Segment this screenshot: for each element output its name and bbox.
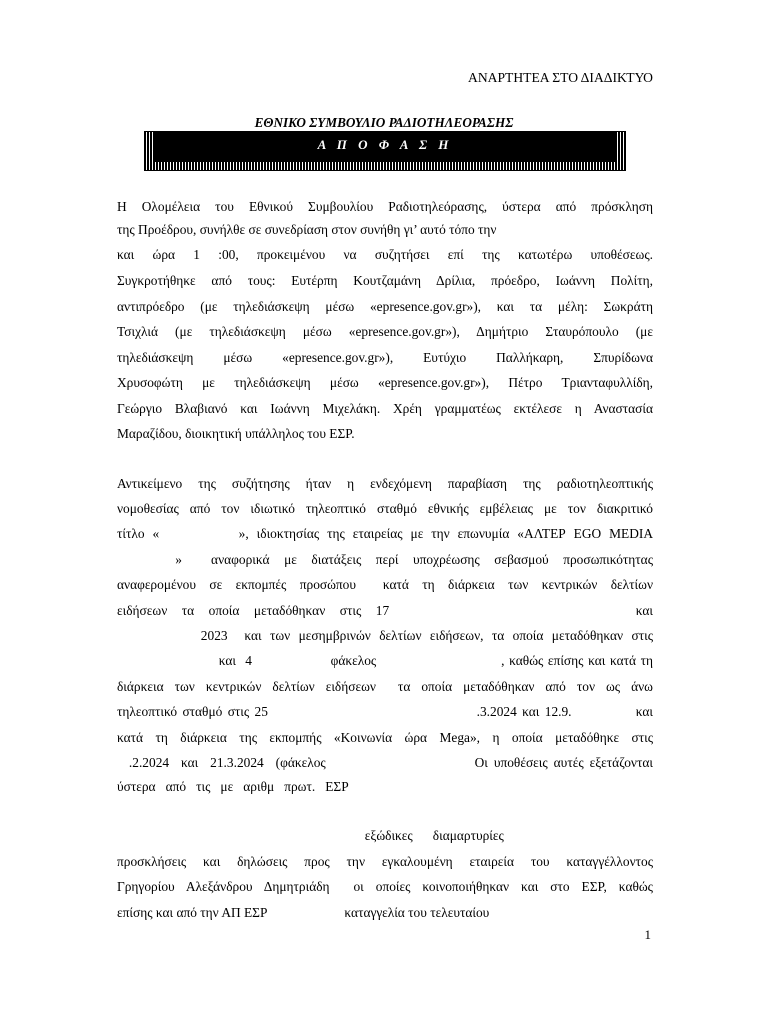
paragraph1-line: αντιπρόεδρο (με τηλεδιάσκεψη μέσω «epresence.gov.gr»), και τα μέλη: Σωκράτη [117,299,653,314]
paragraph1-line: και ώρα 1 :00, προκειμένου να συζητήσει επί της κατωτέρω υποθέσεως. [117,247,653,262]
paragraph2-line: νομοθεσίας από τον ιδιωτικό τηλεοπτικό σταθμό εθνικής εμβέλειας με τον διακριτικό [117,501,653,516]
paragraph2-line: Αντικείμενο της συζήτησης ήταν η ενδεχόμενη παραβίαση της ραδιοτηλεοπτικής [117,476,653,491]
paragraph2-line: ύστερα από τις με αριθμ πρωτ. ΕΣΡ [117,779,349,794]
decision-heading: Α Π Ο Φ Α Σ Η [317,137,453,152]
council-title: ΕΘΝΙΚΟ ΣΥΜΒΟΥΛΙΟ ΡΑΔΙΟΤΗΛΕΟΡΑΣΗΣ [254,115,514,130]
paragraph2-line: ειδήσεων τα οποία μεταδόθηκαν στις 17 και [117,603,653,618]
paragraph2-line: κατά τη διάρκεια της εκπομπής «Κοινωνία ώρα Mega», η οποία μεταδόθηκε στις [117,730,653,745]
paragraph3-line: επίσης και από την ΑΠ ΕΣΡ καταγγελία του τελευταίου [117,905,490,920]
paragraph2-line: τίτλο « », ιδιοκτησίας της εταιρείας με την επωνυμία «ΑΛΤΕΡ EGO MEDIA [117,526,653,541]
paragraph1-line: Τσιχλιά (με τηλεδιάσκεψη μέσω «epresence.gov.gr»), Δημήτριο Σταυρόπουλο (με [117,324,653,339]
publication-notice: ΑΝΑΡΤΗΤΕΑ ΣΤΟ ΔΙΑΔΙΚΤΥΟ [468,70,653,85]
paragraph1-line: Γεώργιο Βλαβιανό και Ιωάννη Μιχελάκη. Χρέη γραμματέως εκτέλεσε η Αναστασία [117,401,653,416]
paragraph2-line: διάρκεια των κεντρικών δελτίων ειδήσεων τα οποία μεταδόθηκαν από τον ως άνω [117,679,653,694]
paragraph1-line: Η Ολομέλεια του Εθνικού Συμβουλίου Ραδιοτηλεόρασης, ύστερα από πρόσκληση [117,199,653,214]
paragraph1-line: της Προέδρου, συνήλθε σε συνεδρίαση στον συνήθη γι’ αυτό τόπο την [117,222,497,237]
decision-banner [144,131,626,171]
paragraph1-line: Μαραζίδου, διοικητική υπάλληλος του ΕΣΡ. [117,426,355,441]
paragraph2-line: αναφερομένου σε εκπομπές προσώπου κατά τη διάρκεια των κεντρικών δελτίων [117,577,653,592]
paragraph2-line: » αναφορικά με διατάξεις περί υποχρέωσης σεβασμού προσωπικότητας [117,552,653,567]
paragraph1-line: Συγκροτήθηκε από τους: Ευτέρπη Κουτζαμάνη Δρίλια, πρόεδρο, Ιωάννη Πολίτη, [117,273,653,288]
paragraph2-line: 2023 και των μεσημβρινών δελτίων ειδήσεων, τα οποία μεταδόθηκαν στις [117,628,653,643]
paragraph3-line: Γρηγορίου Αλεξάνδρου Δημητριάδη οι οποίες κοινοποιήθηκαν και στο ΕΣΡ, καθώς [117,879,653,894]
decision-banner-inner [154,131,616,162]
page-number: 1 [644,927,651,942]
paragraph2-line: .2.2024 και 21.3.2024 (φάκελος Οι υποθέσεις αυτές εξετάζονται [117,755,653,770]
paragraph1-line: Χρυσοφώτη με τηλεδιάσκεψη μέσω «epresence.gov.gr»), Πέτρο Τριανταφυλλίδη, [117,375,653,390]
paragraph1-line: τηλεδιάσκεψη μέσω «epresence.gov.gr»), Ευτύχιο Παλλήκαρη, Σπυρίδωνα [117,350,653,365]
paragraph3-line: προσκλήσεις και δηλώσεις προς την εγκαλουμένη εταιρεία του καταγγέλλοντος [117,854,653,869]
paragraph2-line: τηλεοπτικό σταθμό στις 25 .3.2024 και 12.9. και [117,704,653,719]
paragraph3-line: εξώδικες διαμαρτυρίες [117,828,504,843]
paragraph2-line: και 4 φάκελος , καθώς επίσης και κατά τη [117,653,653,668]
